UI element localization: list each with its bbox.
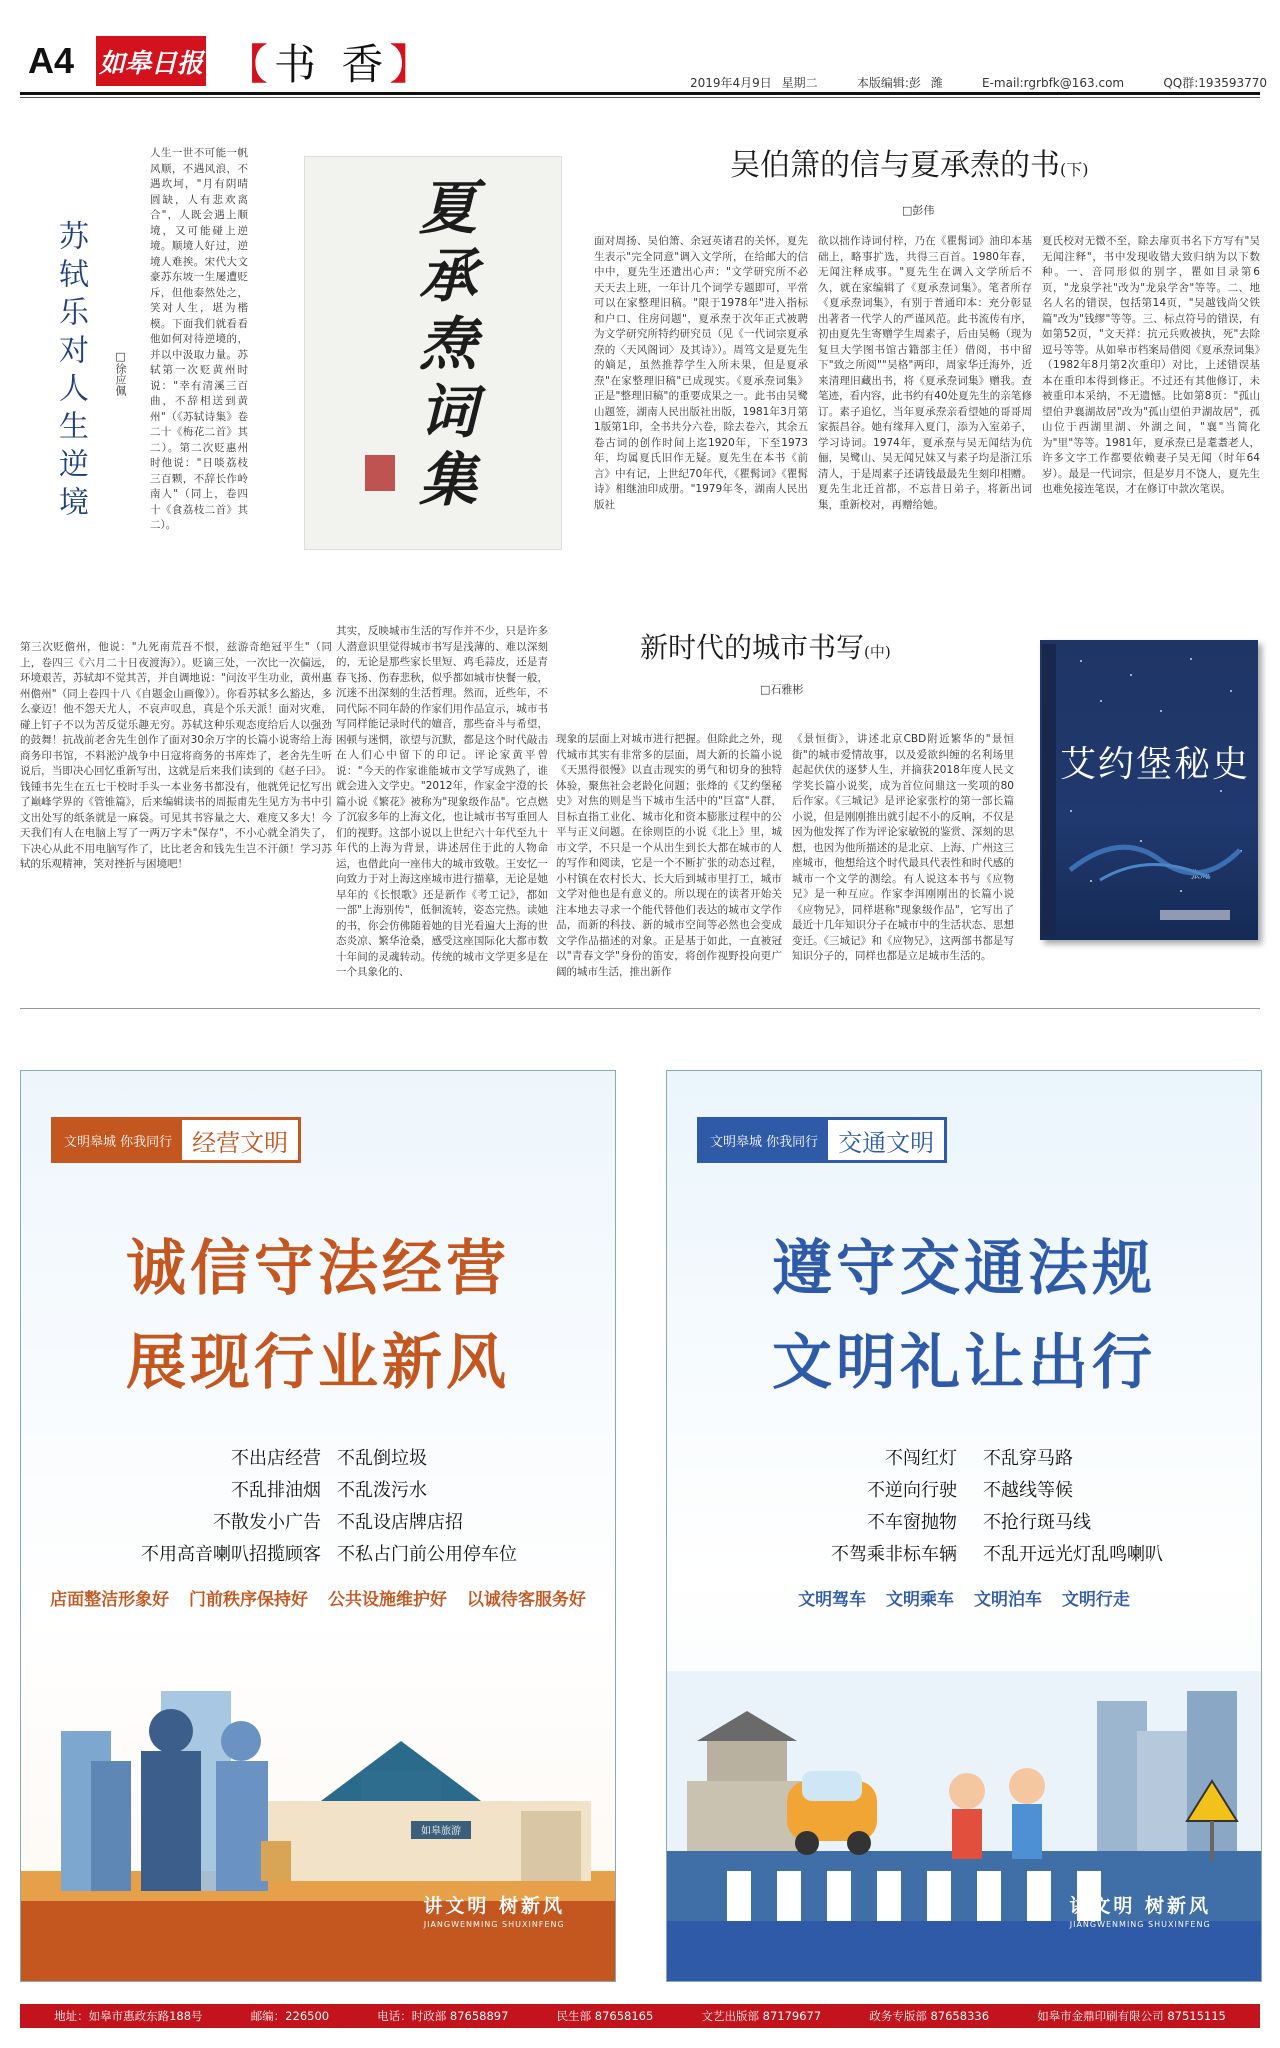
article-su-shi-body-col1: 人生一世不可能一帆风顺，不遇风浪，不遇坎坷，"月有阴晴圆缺，人有悲欢离合"，人既会遇上顺境，又可能碰上逆境。顺境人好过，逆境人难挨。宋代大文豪苏东坡一生屡遭贬斥，但他泰然处之，笑对人生，堪为楷模。下面我们就看看他如何对待逆境的，并以中汲取力量。苏轼第一次贬黄州时说："幸有清溪三百曲，不辞相送到黄州"（《苏轼诗集》卷二十《梅花二首》其二）。第二次贬惠州时他说："日啖荔枝三百颗，不辞长作岭南人"（同上，卷四十《食荔枝二首》其二）。	[150, 147, 248, 531]
poster-footer-slogan	[423, 1891, 565, 1929]
rule-item: 不散发小广告	[213, 1512, 321, 1533]
poster-headline-1: 诚信守法经营	[126, 1234, 510, 1304]
poster-tag-prefix: 文明皋城 你我同行	[54, 1120, 182, 1160]
poster-handshake-townscape-illustration	[21, 1671, 615, 1981]
header-divider-thin	[20, 97, 1260, 98]
article-su-shi-author: □徐应佩	[114, 350, 127, 396]
section-bracket-close: 】	[389, 40, 438, 89]
footer-contact-bar	[20, 2004, 1260, 2028]
article-city-writing-intro-col: 其实，反映城市生活的写作并不少，只是许多人潜意识里觉得城市书写是浅薄的、难以深刻的，无论是那些家长里短、鸡毛蒜皮，还是青春飞扬、伤春悲秋，似乎都如城市快餐一般，沉迷不出深刻的生活哲理。然而，近些年，不同代际不同年龄的作家们用作品宣示，城市书写同样能记录时代的嬗音，那些奋斗与希望，困顿与迷惘，欲望与沉默，都是这个时代敲击在人们心中留下的印记。评论家黄平曾说："今天的作家谁能城市文学写成熟了，谁就会进入文学史。"2012年，作家金宇澄的长篇小说《繁花》被称为"现象级作品"。它点燃了沉寂多年的上海文化，也让城市书写重回人们的视野。这部小说以上世纪六十年代至九十年代的上海为背景，讲述居住于此的人物命运，也借此向一座伟大的城市致敬。王安忆一向致力于对上海这座城市进行描摹，无论是她早年的《长恨歌》还是新作《考工记》，都如一部"上海别传"，低徊流转，姿态完热。读她的书，你会仿佛随着她的目光看遍大上海的世态炎凉、繁华沧桑，感受这座国际化大都市数十年间的灵魂转动。传统的城市文学更多是在一个具象化的、	[336, 625, 548, 978]
article-wu-boxiao-author: □彭伟	[902, 204, 935, 217]
section-bracket-open: 【	[226, 40, 275, 89]
slogan-item: 以诚待客服务好	[466, 1590, 586, 1610]
poster-rules-column-a	[747, 1443, 957, 1571]
rule-item: 不闯红灯	[885, 1448, 957, 1469]
rule-item: 不用高音喇叭招揽顾客	[141, 1544, 321, 1565]
footer-phone-government: 政务专版部 87658336	[869, 2009, 990, 2023]
rule-item: 不乱穿马路	[983, 1448, 1073, 1469]
calligraphy-book-cover-image	[304, 156, 562, 550]
rule-item: 不出店经营	[231, 1448, 321, 1469]
footer-phone-livelihood: 民生部 87658165	[556, 2009, 654, 2023]
poster-crosswalk-children-illustration	[667, 1671, 1261, 1981]
poster-headline-2: 展现行业新风	[126, 1328, 510, 1398]
book-publisher-mark	[1160, 910, 1230, 920]
poster-headline-2: 文明礼让出行	[772, 1328, 1156, 1398]
rule-item: 不车窗抛物	[867, 1512, 957, 1533]
poster-rules-column-b	[983, 1443, 1243, 1571]
article-city-writing-col2: 《景恒街》，讲述北京CBD附近繁华的"景恒街"的城市爱情故事，以及爱欲纠缠的名利场里起起伏伏的逐梦人生，并摘获2018年度人民文学奖长篇小说奖，成为首位问鼎这一奖项的80后作家。《三城记》是评论家张柠的第一部长篇小说，但是刚刚推出就引起不小的反响，不仅是因为他发挥了作为评论家敏锐的鉴赏、深刻的思想，也因为他所描述的是北京、上海、广州这三座城市，他想给这个时代最具代表性和时代感的城市一个文学的测绘。有人说这本书与《应物兄》是一种互应。作家李洱刚刚出的长篇小说《应物兄》，同样堪称"现象级作品"，它写出了最近十几年知识分子在城市中的生活状态、思想变迁。《三城记》和《应物兄》，这两部书都是写知识分子的，同样也都是立足城市生活的。	[792, 733, 1014, 962]
section-divider	[20, 1008, 1260, 1009]
header-divider-thick	[20, 92, 1260, 95]
rule-item: 不逆向行驶	[867, 1480, 957, 1501]
slogan-item: 文明乘车	[886, 1590, 955, 1610]
article-su-shi-title: 苏轼乐对人生逆境	[53, 220, 88, 524]
slogan-item: 文明驾车	[798, 1590, 867, 1610]
poster-slogans	[667, 1585, 1261, 1610]
issue-meta-line	[690, 74, 1267, 91]
section-name-text: 书 香	[274, 40, 390, 89]
rule-item: 不私占门前公用停车位	[337, 1544, 517, 1565]
calligraphy-text: 夏承焘词集	[409, 177, 477, 517]
poster-shop-sign-text: 如皋旅游	[421, 1826, 461, 1837]
red-seal-stamp	[365, 455, 395, 491]
poster-tag-prefix: 文明皋城 你我同行	[700, 1120, 828, 1160]
poster-rules-column-a	[81, 1443, 321, 1571]
book-author: 张炜	[1190, 870, 1210, 881]
section-title	[226, 32, 437, 92]
rule-item: 不乱泼污水	[337, 1480, 427, 1501]
book-spine	[1042, 644, 1056, 936]
poster-footer-pinyin: JIANGWENMING SHUXINFENG	[423, 1920, 565, 1929]
article-wu-boxiao-title	[730, 140, 1089, 184]
poster-footer-pinyin: JIANGWENMING SHUXINFENG	[1069, 1920, 1211, 1929]
rule-item: 不乱倒垃圾	[337, 1448, 427, 1469]
footer-printer: 如皋市金鼎印刷有限公司 87515115	[1037, 2009, 1226, 2023]
rule-item: 不乱排油烟	[231, 1480, 321, 1501]
article-wu-boxiao-part: (下)	[1060, 160, 1089, 179]
poster-footer-big: 讲文明 树新风	[1069, 1895, 1211, 1917]
article-city-writing-col1: 现象的层面上对城市进行把握。但除此之外，现代城市其实有非常多的层面，周大新的长篇小说《天黑得很慢》以直击现实的勇气和切身的独特体验，聚焦社会老龄化问题；张烽的《艾约堡秘史》对焦的则是当下城市生活中的"巨富"人群，目标直指工业化、城市化和资本膨胀过程中的公平与正义问题。在徐则臣的小说《北上》里，城市文学，不只是一个从出生到长大都在城市的人的写作和阅读，它是一个不断扩张的动态过程，小村镇在农村长大、长大后到城市里打工，城市文学对他也是有意义的。所以现在的读者开始关注本地去寻求一个能代替他们表达的城市文学作品，而新的科技、新的城市空间等必然也会变成文学作品描述的对象。正是基于如此，一直被冠以"青春文学"身份的笛安，将创作视野投向更广阔的城市生活，推出新作	[556, 733, 782, 978]
rule-item: 不乱开远光灯乱鸣喇叭	[983, 1544, 1163, 1565]
rule-item: 不越线等候	[983, 1480, 1073, 1501]
qq-group: QQ群:193593770	[1163, 76, 1268, 90]
article-su-shi-body-continued: 第三次贬儋州，他说："九死南荒吾不恨，兹游奇绝冠平生"（同上，卷四三《六月二十日夜渡海》）。贬谪三处，一次比一次偏远，环境艰苦，苏轼却不觉其苦，并自调地说："问汝平生功业，黄州惠州儋州"（同上卷四十八《自题金山画像》）。你看苏轼多么豁达，多么豪迈！他不怨天尤人，不哀声叹息，真是个乐天派！面对灾难，碰上钉子不以为苦反觉乐趣无穷。苏轼这种乐观态度给后人以强劲的鼓舞！抗战前老舍先生创作了面对30余万字的长篇小说寄给上海商务印书馆，不料淞沪战争中日寇将商务的书库炸了，老舍先生听说后，当即决心回忆重新写出，这就是后来我们读到的《赵子曰》。钱锺书先生在五七干校时手头一本业务书都没有，他就凭记忆写出了巅峰学界的《管锥篇》，后来编辑读书的周振甫先生见方为书中引文出处写的纸条就是一麻袋。可见其书容量之大、难度又多大！今天我们有人在电脑上写了一两万字未"保存"，不小心就全消失了，下决心从此不用电脑写作了，比比老舍和钱先生岂不汗颜！学习苏轼的乐观精神，笑对挫折与困境吧！	[20, 641, 332, 870]
poster-traffic-civility	[666, 1070, 1262, 1982]
newspaper-masthead-logo: 如皋日报	[96, 36, 206, 86]
footer-postcode: 邮编：226500	[250, 2009, 330, 2023]
poster-slogans	[21, 1585, 615, 1610]
rule-item: 不乱设店牌店招	[337, 1512, 463, 1533]
poster-business-civility	[20, 1070, 616, 1982]
rule-item: 不驾乘非标车辆	[831, 1544, 957, 1565]
footer-address: 地址：如皋市惠政东路188号	[54, 2009, 203, 2023]
article-wu-boxiao-title-text: 吴伯箫的信与夏承焘的书	[730, 148, 1060, 183]
poster-tag-main: 交通文明	[828, 1120, 944, 1160]
slogan-item: 文明行走	[1061, 1590, 1130, 1610]
poster-tag-main: 经营文明	[182, 1120, 298, 1160]
article-city-writing-title	[640, 626, 891, 666]
poster-rules-column-b	[337, 1443, 597, 1571]
footer-phone-arts: 文艺出版部 87179677	[701, 2009, 822, 2023]
article-wu-boxiao-col3: 夏氏校对无微不至，除去扉页书名下方写有"吴无闻注释"，书中发现收错大致归纳为以下数种。一、音同形似的别字，瞿如目录第6页，"龙泉学社"改为"龙泉学舍"等等。二、地名人名的错误，包括第14页，"吴越钱尚父铁篇"改为"钱缪"等等。三、标点符号的错误，有如第52页，"文天祥：抗元兵败被执，死"去除逗号等等。从如皋市档案局借阅《夏承焘词集》（1982年8月第2次重印）对比，上述错误基本在重印本得到修正。不过还有其他修订，未被重印本采纳，不无遗憾。比如第8页："孤山望伯尹襄湖故居"改为"孤山望伯尹湖故居"，孤山位于西湖里湖、外湖之间，"襄"当简化为"里"等等。1981年，夏承焘已是耄耋老人，许多文字工作都要依赖妻子吴无闻（时年64岁）。最是一代词宗，但是岁月不饶人，夏先生也难免接连笔误，才在修订中款次笔误。	[1042, 235, 1260, 495]
poster-headline-1: 遵守交通法规	[772, 1234, 1156, 1304]
poster-footer-big: 讲文明 树新风	[423, 1895, 565, 1917]
slogan-item: 店面整洁形象好	[50, 1590, 170, 1610]
page-editor: 本版编辑:彭 潍	[856, 76, 943, 90]
slogan-item: 公共设施维护好	[327, 1590, 447, 1610]
book-cover-image	[1040, 640, 1258, 940]
footer-phone-politics: 电话：时政部 87658897	[377, 2009, 509, 2023]
book-cover-anchor-illustration	[1060, 820, 1250, 890]
page-number: A4	[28, 40, 75, 81]
issue-date: 2019年4月9日 星期二	[690, 76, 818, 90]
article-city-writing-title-text: 新时代的城市书写	[640, 631, 865, 664]
slogan-item: 文明泊车	[973, 1590, 1042, 1610]
contact-email: E-mail:rgrbfk@163.com	[982, 76, 1125, 90]
book-title: 艾约堡秘史	[1060, 744, 1251, 785]
slogan-item: 门前秩序保持好	[189, 1590, 309, 1610]
poster-footer-slogan	[1069, 1891, 1211, 1929]
article-city-writing-author: □石雅彬	[760, 683, 804, 696]
rule-item: 不抢行斑马线	[983, 1512, 1091, 1533]
poster-tag	[51, 1117, 301, 1163]
article-wu-boxiao-col2: 欲以拙作诗词付梓，乃在《瞿髯词》油印本基础上，略事扩选，共得三百首。1980年春，无闻注释成事。"夏先生在调入文学所后不久，就在家编辑了《夏承焘词集》。笔者所存《夏承焘词集》，有别于普通印本：充分彰显出著者一代学人的严谨风范。此书流传有序，初由夏先生寄赠学生周素子，后由吴畅（现为复旦大学图书馆古籍部主任）借阅，书中留下"致之所阅""吴格"两印，周家华迁海外，近来清理旧藏出书，将《夏承焘词集》赠我。查笔迹，看内容，此书约有40处夏先生的亲笔修订。素子追忆，当年夏承焘亲看望她的哥哥周家振昌谷。她有缘拜入夏门，添为入室弟子，学习诗词。1974年，夏承焘与吴无闻结为伉俪，吴鹭山、吴无闻兄妹又与素子均是浙江乐清人，于是周素子还请钱最最先生刻印相赠。夏先生北迁首都，不忘昔日弟子，将新出词集，重新校对，再赠给她。	[818, 235, 1032, 511]
article-wu-boxiao-col1: 面对周扬、吴伯箫、余冠英诸君的关怀，夏先生表示"完全同意"调入文学所，在给邮大的信中中，夏先生还遣出心声："文学研究所不必天天去上班，一年计几个词学专题即可，平常可以在家整理旧稿。"限于1978年"进入指标和户口、住房问题"，夏承焘于次年正式被聘为文学研究所特约研究员（见《一代词宗夏承焘的〈天风阁词〉及其诗》）。周笃文是夏先生的嫡足，虽然推荐学生入所未果，但是夏承焘"在家整理旧稿"已成现实。《夏承焘词集》正是"整理旧稿"的重要成果之一。此书由吴鹭山题签，湖南人民出版社出版，1981年3月第1版第1印，全书共分六卷，除去卷六，其余五卷古词的创作时间上迄1920年，下至1973年，均属夏氏旧作无疑。夏先生在本书《前言》中有记，上世纪70年代，《瞿髯词》《瞿髯诗》相继油印成册。"1979年冬，湖南人民出版社	[594, 235, 808, 511]
poster-tag	[697, 1117, 947, 1163]
article-city-writing-part: (中)	[864, 643, 891, 661]
